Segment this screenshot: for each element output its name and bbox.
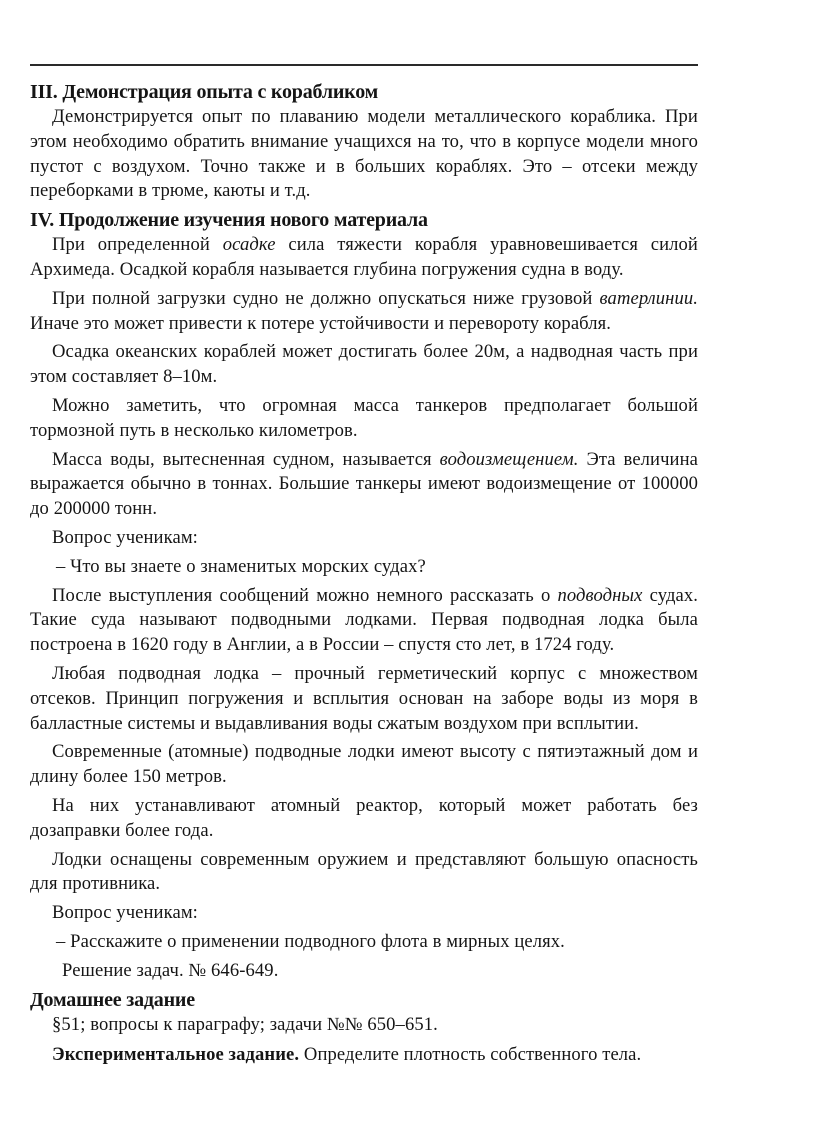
waterline-term: ватерлинии. <box>599 287 698 309</box>
section-3-heading: III. Демонстрация опыта с корабликом <box>30 81 379 103</box>
submarine-term: подводных <box>557 584 643 606</box>
submarines-paragraph: После выступления сообщений можно немного рассказать о подводных судах. Такие суда называют подводными лодками. Первая подводная лодка была построена в 1620 году в Англии, а в России – спустя сто лет, в 1724 году. <box>30 584 699 656</box>
homework-heading: Домашнее задание <box>30 988 195 1011</box>
modern-submarines-paragraph: Современные (атомные) подводные лодки имеют высоту с пятиэтажный дом и длину более 150 метров. <box>30 741 698 788</box>
section-4-heading: IV. Продолжение изучения нового материала <box>30 209 428 232</box>
reactor-paragraph: На них устанавливают атомный реактор, который может работать без дозаправки более года. <box>30 794 698 841</box>
homework-text: §51; вопросы к параграфу; задачи №№ 650–651. <box>52 1013 438 1035</box>
top-rule <box>30 64 698 66</box>
experimental-task: Экспериментальное задание. Определите плотность собственного тела. <box>52 1044 642 1066</box>
question-1-label: Вопрос ученикам: <box>52 526 198 548</box>
ocean-ships-paragraph: Осадка океанских кораблей может достигать более 20м, а надводная часть при этом составляет 8–10м. <box>30 341 698 388</box>
draft-paragraph: При определенной осадке сила тяжести корабля уравновешивается силой Архимеда. Осадкой корабля называется глубина погружения судна в воду. <box>30 234 698 280</box>
question-1-text: – Что вы знаете о знаменитых морских судах? <box>56 555 426 577</box>
waterline-paragraph: При полной загрузки судно не должно опускаться ниже грузовой ватерлинии. Иначе это может привести к потере устойчивости и перевороту корабля. <box>30 287 698 334</box>
tankers-paragraph: Можно заметить, что огромная масса танкеров предполагает большой тормозной путь в несколько километров. <box>30 394 698 441</box>
experimental-task-label: Экспериментальное задание. <box>52 1044 300 1066</box>
draft-term: осадке <box>222 234 276 256</box>
question-2-text: – Расскажите о применении подводного флота в мирных целях. <box>56 930 565 952</box>
problem-solving-line: Решение задач. № 646-649. <box>62 959 279 981</box>
displacement-term: водоизмещением. <box>439 448 579 470</box>
document-page <box>30 64 698 1072</box>
question-2-label: Вопрос ученикам: <box>52 902 198 924</box>
displacement-paragraph: Масса воды, вытесненная судном, называется водоизмещением. Эта величина выражается обычно в тоннах. Большие танкеры имеют водоизмещение от 100000 до 200000 тонн. <box>30 448 699 520</box>
weapons-paragraph: Лодки оснащены современным оружием и представляют большую опасность для противника. <box>30 848 698 895</box>
section-3-paragraph: Демонстрируется опыт по плаванию модели металлического кораблика. При этом необходимо обратить внимание учащихся на то, что в корпусе модели много пустот с воздухом. Точно также и в больших кораблях. Это – отсеки между переборками в трюме, каюты и т.д. <box>30 106 698 202</box>
submarine-hull-paragraph: Любая подводная лодка – прочный герметический корпус с множеством отсеков. Принцип погружения и всплытия основан на заборе воды из моря в балластные системы и выдавливания воды сжатым воздухом при всплытии. <box>30 662 698 734</box>
